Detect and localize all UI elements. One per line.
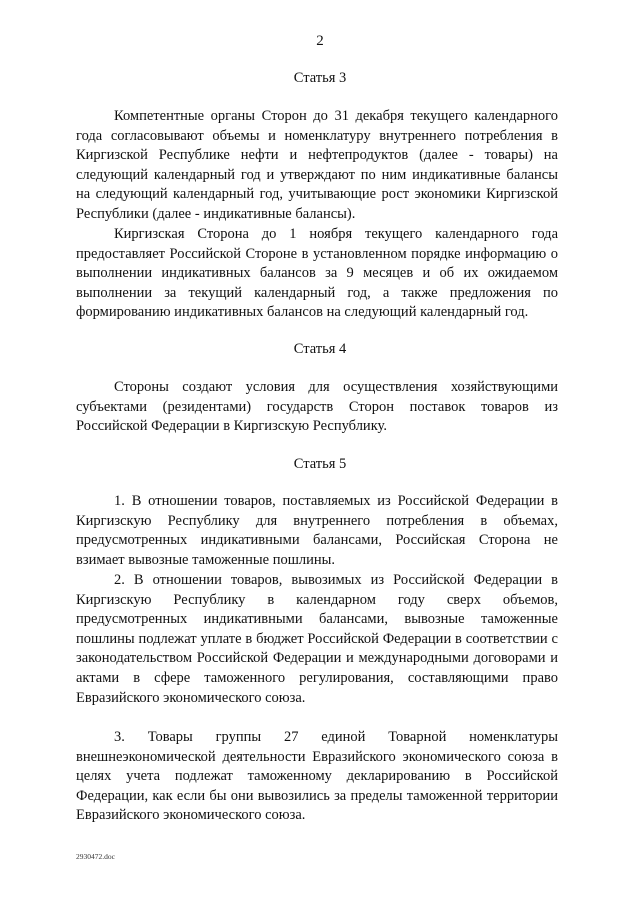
article-5-title: Статья 5 <box>293 456 347 472</box>
article-5-paragraph-1: 1. В отношении товаров, поставляемых из Российской Федерации в Киргизскую Республику для внутреннего потребления в объемах, предусмотренных индикативными балансами, Российская Сторона не взимает вывозные таможенные пошлины. <box>76 493 558 568</box>
page-number: 2 <box>316 33 324 49</box>
article-3-title: Статья 3 <box>293 70 347 86</box>
article-4-title: Статья 4 <box>293 341 347 357</box>
article-3-paragraph-2: Киргизская Сторона до 1 ноября текущего календарного года предоставляет Российской Стороне в установленном порядке информацию о выполнении индикативных балансов за 9 месяцев и об их ожидаемом выполнении за текущий календарный год, а также предложения по формированию индикативных балансов на следующий календарный год. <box>76 226 558 321</box>
article-5-paragraph-2: 2. В отношении товаров, вывозимых из Российской Федерации в Киргизскую Республику в календарном году сверх объемов, предусмотренных индикативными балансами, вывозные таможенные пошлины подлежат уплате в бюджет Российской Федерации в соответствии с законодательством Российской Федерации и международными договорами и актами в сфере таможенного регулирования, составляющими право Евразийского экономического союза. <box>76 572 558 706</box>
document-file-id: 2930472.doc <box>76 852 115 861</box>
article-3-paragraph-1: Компетентные органы Сторон до 31 декабря текущего календарного года согласовывают объемы и номенклатуру внутреннего потребления в Киргизской Республике нефти и нефтепродуктов (далее - товары) на следующий календарный год и утверждают по ним индикативные балансы на следующий календарный год, учитывающие рост экономики Киргизской Республики (далее - индикативные балансы). <box>76 108 558 222</box>
article-4-paragraph-1: Стороны создают условия для осуществления хозяйствующими субъектами (резидентами) государств Сторон поставок товаров из Российской Федерации в Киргизскую Республику. <box>76 379 558 435</box>
article-5-paragraph-3: 3. Товары группы 27 единой Товарной номенклатуры внешнеэкономической деятельности Евразийского экономического союза в целях учета подлежат таможенному декларированию в Российской Федерации, как если бы они вывозились за пределы таможенной территории Евразийского экономического союза. <box>76 729 558 824</box>
